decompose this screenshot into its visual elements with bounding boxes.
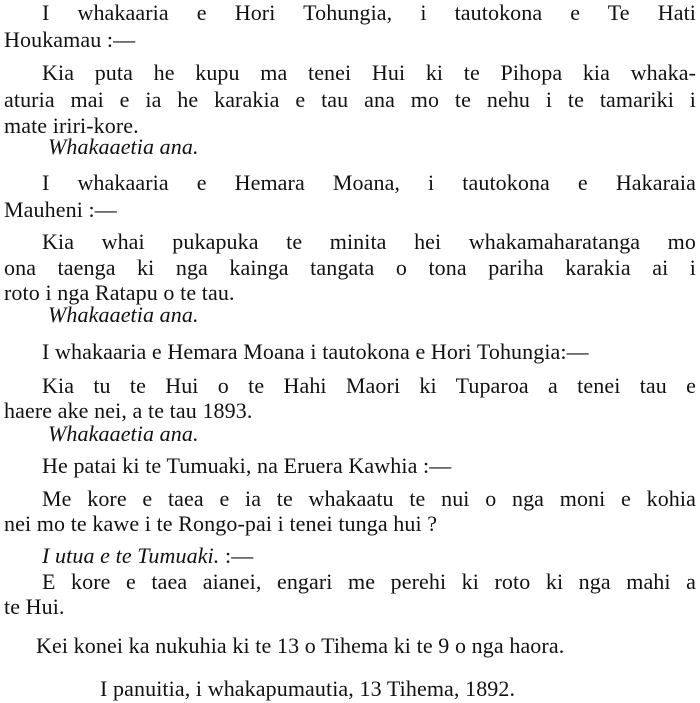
- answer-heading-italic: I utua e te Tumuaki.: [42, 543, 220, 568]
- answer-heading: [42, 543, 253, 569]
- question-body-line-2: nei mo te kawe i te Rongo-pai i tenei tunga hui ?: [4, 511, 438, 536]
- carried-3: Whakaaetia ana.: [48, 421, 199, 446]
- carried-2: Whakaaetia ana.: [48, 302, 199, 327]
- resolution-1-line-2: aturia mai e ia he karakia e tau ana mo te nehu i te tamariki i: [4, 87, 696, 112]
- answer-body-line-1: E kore e taea aianei, engari me perehi ki roto ki nga mahi a: [42, 569, 696, 594]
- resolution-2-line-2: ona taenga ki nga kainga tangata o tona pariha karakia ai i: [4, 255, 696, 280]
- adjournment-line: Kei konei ka nukuhia ki te 13 o Tihema ki te 9 o nga haora.: [36, 633, 565, 658]
- confirmation-line: I panuitia, i whakapumautia, 13 Tihema, 1892.: [100, 676, 516, 701]
- answer-body-line-2: te Hui.: [4, 594, 65, 619]
- resolution-1-line-1: Kia puta he kupu ma tenei Hui ki te Pihopa kia whaka-: [42, 60, 696, 85]
- motion-1-line-1: I whakaaria e Hori Tohungia, i tautokona e Te Hati: [42, 0, 696, 25]
- resolution-1-line-3: mate iriri-kore.: [4, 113, 139, 138]
- question-line-1: He patai ki te Tumuaki, na Eruera Kawhia :—: [42, 453, 452, 478]
- motion-2-line-2: Mauheni :—: [4, 197, 117, 222]
- question-body-line-1: Me kore e taea e ia te whakaatu te nui o nga moni e kohia: [42, 486, 696, 511]
- motion-2-line-1: I whakaaria e Hemara Moana, i tautokona e Hakaraia: [42, 170, 696, 195]
- resolution-2-line-3: roto i nga Ratapu o te tau.: [4, 280, 235, 305]
- resolution-3-line-1: Kia tu te Hui o te Hahi Maori ki Tuparoa a tenei tau e: [42, 373, 696, 398]
- motion-3-line-1: I whakaaria e Hemara Moana i tautokona e Hori Tohungia:—: [42, 339, 589, 364]
- answer-heading-dash: :—: [224, 543, 254, 568]
- motion-1-line-2: Houkamau :—: [4, 27, 136, 52]
- carried-1: Whakaaetia ana.: [48, 134, 199, 159]
- resolution-2-line-1: Kia whai pukapuka te minita hei whakamaharatanga mo: [42, 229, 696, 254]
- resolution-3-line-2: haere ake nei, a te tau 1893.: [4, 398, 253, 423]
